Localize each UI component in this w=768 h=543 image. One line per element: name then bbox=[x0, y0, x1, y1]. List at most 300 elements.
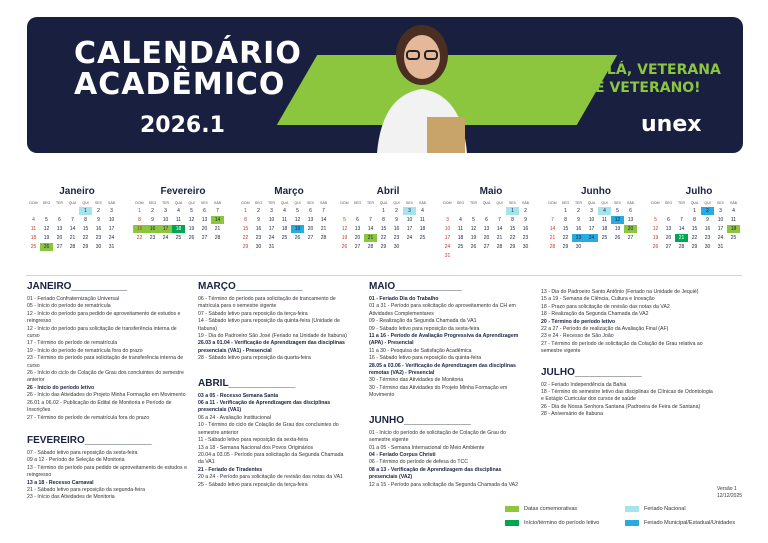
month-name: Abril bbox=[376, 186, 400, 197]
event-item: 23 - Término do período para solicitação de transferência interna de curso bbox=[27, 355, 184, 369]
version-info bbox=[717, 486, 742, 500]
day-cell: 14 bbox=[211, 216, 224, 224]
day-cell: 31 bbox=[108, 244, 115, 250]
day-cell: 12 bbox=[341, 226, 348, 232]
event-item: 09 - Realização da Segunda Chamada da VA1 bbox=[369, 318, 477, 325]
day-cell: 28 bbox=[549, 244, 556, 250]
day-cell: 25 bbox=[175, 235, 182, 241]
day-cell: 2 bbox=[577, 208, 580, 214]
event-item: 12 - Início do período para solicitação de transferência interna de curso bbox=[27, 325, 177, 340]
day-cell: 1 bbox=[693, 208, 696, 214]
legend-label-inicio: Início/término do período letivo bbox=[524, 520, 600, 526]
day-cell: 14 bbox=[69, 226, 76, 232]
day-cell: 9 bbox=[577, 217, 580, 223]
day-cell: 28 bbox=[367, 244, 374, 250]
weekday-header bbox=[338, 199, 438, 207]
april-list bbox=[198, 393, 350, 489]
weekday-label: QUA bbox=[174, 201, 183, 205]
unex-logo: unex bbox=[641, 112, 702, 137]
event-item: 26 - Início do período letivo bbox=[27, 384, 95, 391]
day-cell: 9 bbox=[706, 217, 709, 223]
empty-cell bbox=[66, 207, 79, 215]
day-cell: 17 bbox=[588, 226, 595, 232]
day-cell: 24 bbox=[406, 235, 413, 241]
legend-swatch-datas bbox=[505, 506, 519, 512]
january-heading: JANEIRO__________ bbox=[27, 281, 128, 292]
day-cell: 27 bbox=[665, 244, 672, 250]
month-calendar-1 bbox=[133, 185, 233, 243]
weekday-label: QUI bbox=[393, 201, 400, 205]
empty-cell bbox=[53, 207, 66, 215]
day-cell: 24 bbox=[268, 235, 275, 241]
day-cell: 8 bbox=[693, 217, 696, 223]
day-cell: 1 bbox=[138, 208, 141, 214]
legend-swatch-municipal bbox=[625, 520, 639, 526]
day-cell: 29 bbox=[562, 244, 569, 250]
event-item: 03 a 05 - Recesso Semana Santa bbox=[198, 392, 279, 399]
day-cell: 19 bbox=[291, 225, 304, 233]
day-cell: 12 bbox=[188, 217, 195, 223]
day-cell: 18 bbox=[419, 226, 426, 232]
weekday-label: SÁB bbox=[213, 201, 221, 205]
event-item: 30 - Término das Atividades de Monitoria bbox=[369, 377, 464, 384]
month-name: Janeiro bbox=[59, 186, 95, 197]
event-item: 16 - Sábado letivo para reposição da quinta-feira bbox=[369, 355, 482, 362]
day-cell: 8 bbox=[564, 217, 567, 223]
weekday-label: TER bbox=[575, 201, 582, 205]
day-cell: 22 bbox=[82, 235, 89, 241]
day-cell: 25 bbox=[457, 244, 464, 250]
weekday-label: QUI bbox=[704, 201, 711, 205]
day-cell: 10 bbox=[268, 217, 275, 223]
day-cell: 29 bbox=[82, 244, 89, 250]
day-cell: 9 bbox=[151, 217, 154, 223]
day-cell: 10 bbox=[108, 217, 115, 223]
day-cell: 23 bbox=[149, 235, 156, 241]
weekday-label: SÁB bbox=[626, 201, 634, 205]
day-cell: 4 bbox=[598, 207, 611, 215]
weekday-header bbox=[649, 199, 749, 207]
day-cell: 7 bbox=[216, 208, 219, 214]
day-cell: 20 bbox=[483, 235, 490, 241]
day-cell: 25 bbox=[419, 235, 426, 241]
legend-label-municipal: Feriado Municipal/Estadual/Unidades bbox=[644, 520, 736, 526]
day-cell: 17 bbox=[159, 225, 172, 233]
event-item: 02 - Feriado Independência da Bahia bbox=[541, 381, 627, 388]
march-heading: MARÇO____________ bbox=[198, 281, 303, 292]
april-heading: ABRIL____________ bbox=[198, 377, 296, 389]
weekday-label: SEX bbox=[613, 201, 621, 205]
day-cell: 18 bbox=[727, 225, 740, 233]
day-cell: 14 bbox=[678, 226, 685, 232]
event-item: 19 - Início do período de rematrícula fora do prazo bbox=[27, 347, 143, 354]
day-cell: 27 bbox=[483, 244, 490, 250]
empty-cell bbox=[467, 207, 480, 215]
day-cell: 12 bbox=[43, 226, 50, 232]
day-cell: 26 bbox=[188, 235, 195, 241]
day-cell: 2 bbox=[97, 208, 100, 214]
day-cell: 1 bbox=[564, 208, 567, 214]
day-cell: 25 bbox=[601, 235, 608, 241]
day-cell: 16 bbox=[255, 226, 262, 232]
day-cell: 27 bbox=[354, 244, 361, 250]
legend-swatch-nacional bbox=[625, 506, 639, 512]
weekday-label: SEG bbox=[456, 201, 465, 205]
weekday-header bbox=[546, 199, 646, 207]
weekday-label: TER bbox=[470, 201, 477, 205]
day-cell: 8 bbox=[244, 217, 247, 223]
empty-cell bbox=[351, 207, 364, 215]
day-cell: 8 bbox=[511, 217, 514, 223]
day-cell: 8 bbox=[382, 217, 385, 223]
day-cell: 6 bbox=[203, 208, 206, 214]
event-item: 25 - Sábado letivo para reposição da terça-feira bbox=[198, 481, 308, 488]
day-cell: 24 bbox=[585, 234, 598, 242]
weekday-label: SEG bbox=[664, 201, 673, 205]
day-cell: 9 bbox=[97, 217, 100, 223]
legend-label-nacional: Feriado Nacional bbox=[644, 506, 686, 512]
weekday-label: QUI bbox=[496, 201, 503, 205]
weekday-label: QUI bbox=[82, 201, 89, 205]
month-name: Maio bbox=[479, 186, 503, 197]
day-cell: 21 bbox=[496, 235, 503, 241]
event-item: 10 - Término do ciclo de Colação de Grau dos concluintes do semestre anterior bbox=[198, 422, 339, 436]
weekday-label: SÁB bbox=[107, 201, 115, 205]
day-cell: 22 bbox=[242, 235, 249, 241]
july-list bbox=[541, 382, 713, 419]
day-cell: 5 bbox=[343, 217, 346, 223]
day-cell: 23 bbox=[704, 235, 711, 241]
event-item: 26.01 a 06.02 - Publicação do Edital de Monitoria e Período de Inscrições bbox=[27, 399, 172, 414]
column-4 bbox=[541, 289, 713, 419]
weekday-label: SEX bbox=[94, 201, 102, 205]
day-cell: 28 bbox=[496, 244, 503, 250]
day-cell: 13 bbox=[201, 217, 208, 223]
day-cell: 31 bbox=[717, 244, 724, 250]
day-cell: 30 bbox=[575, 244, 582, 250]
empty-cell bbox=[27, 207, 40, 215]
weekday-label: TER bbox=[56, 201, 63, 205]
event-item: 20.04 a 03.05 - Período para solicitação da Segunda Chamada da VA1 bbox=[198, 451, 344, 466]
weekday-header bbox=[441, 199, 541, 207]
event-item: 28.05 a 03.06 - Verificação de Aprendizagem das disciplinas remotas (VA2) - Presencial bbox=[369, 362, 516, 377]
day-cell: 11 bbox=[175, 217, 182, 223]
weekday-label: QUA bbox=[482, 201, 491, 205]
day-cell: 16 bbox=[704, 226, 711, 232]
day-cell: 24 bbox=[717, 235, 724, 241]
month-calendar-3 bbox=[338, 185, 438, 252]
weekday-header bbox=[239, 199, 339, 207]
day-cell: 26 bbox=[341, 244, 348, 250]
day-cell: 30 bbox=[95, 244, 102, 250]
day-cell: 14 bbox=[549, 226, 556, 232]
legend-nacional bbox=[625, 504, 686, 514]
month-calendar-4 bbox=[441, 185, 541, 261]
day-grid bbox=[546, 207, 646, 252]
event-item: 09 a 12 - Período de Seleção de Monitoria bbox=[27, 457, 125, 464]
day-cell: 4 bbox=[283, 208, 286, 214]
student-photo bbox=[357, 17, 487, 153]
weekday-label: SEX bbox=[306, 201, 314, 205]
weekday-label: TER bbox=[162, 201, 169, 205]
day-cell: 1 bbox=[79, 207, 92, 215]
month-calendar-0 bbox=[27, 185, 127, 252]
day-cell: 15 bbox=[242, 226, 249, 232]
event-item: 07 - Sábado letivo para reposição da terça-feira bbox=[198, 310, 308, 317]
day-cell: 19 bbox=[43, 235, 50, 241]
day-cell: 2 bbox=[151, 208, 154, 214]
event-item: 23 e 24 - Recesso de São João bbox=[541, 333, 614, 340]
day-cell: 13 bbox=[56, 226, 63, 232]
day-cell: 13 bbox=[665, 226, 672, 232]
day-cell: 4 bbox=[459, 217, 462, 223]
event-item: 01 - Feriado Confraternização Universal bbox=[27, 296, 119, 302]
day-cell: 7 bbox=[498, 217, 501, 223]
weekday-label: TER bbox=[367, 201, 374, 205]
day-cell: 15 bbox=[82, 226, 89, 232]
day-cell: 19 bbox=[341, 235, 348, 241]
day-cell: 8 bbox=[138, 217, 141, 223]
month-name: Julho bbox=[685, 186, 713, 197]
day-cell: 7 bbox=[551, 217, 554, 223]
day-cell: 4 bbox=[32, 217, 35, 223]
weekday-label: SEG bbox=[353, 201, 362, 205]
day-grid bbox=[27, 207, 127, 252]
event-item: 01 - Feriado Dia do Trabalho bbox=[369, 296, 439, 302]
event-item: 21 - Sábado letivo para reposição da segunda-feira bbox=[27, 486, 145, 493]
weekday-label: DOM bbox=[340, 201, 349, 205]
event-item: 08 a 13 - Verificação de Aprendizagem das disciplinas presenciais (VA2) bbox=[369, 466, 502, 481]
day-cell: 19 bbox=[188, 226, 195, 232]
day-cell: 16 bbox=[146, 225, 159, 233]
july-heading: JULHO____________ bbox=[541, 366, 642, 378]
event-item: 28 - Aniversário de Itabuna bbox=[541, 411, 604, 418]
day-cell: 10 bbox=[588, 217, 595, 223]
day-cell: 20 bbox=[201, 226, 208, 232]
month-calendar-6 bbox=[649, 185, 749, 252]
day-cell: 4 bbox=[732, 208, 735, 214]
column-1 bbox=[27, 280, 187, 502]
day-cell: 2 bbox=[257, 208, 260, 214]
legend-municipal bbox=[625, 518, 735, 528]
day-cell: 11 bbox=[730, 217, 737, 223]
day-cell: 22 bbox=[562, 235, 569, 241]
day-cell: 13 bbox=[627, 217, 634, 223]
weekday-label: SEX bbox=[405, 201, 413, 205]
day-cell: 29 bbox=[380, 244, 387, 250]
weekday-header bbox=[133, 199, 233, 207]
day-cell: 30 bbox=[255, 244, 262, 250]
may-list bbox=[369, 296, 521, 400]
weekday-label: DOM bbox=[443, 201, 452, 205]
event-item: 20 - Término do período letivo bbox=[541, 318, 616, 325]
day-cell: 30 bbox=[393, 244, 400, 250]
day-cell: 15 bbox=[562, 226, 569, 232]
day-cell: 1 bbox=[244, 208, 247, 214]
day-cell: 26 bbox=[40, 243, 53, 251]
day-cell: 22 bbox=[691, 235, 698, 241]
day-cell: 20 bbox=[56, 235, 63, 241]
empty-cell bbox=[40, 207, 53, 215]
day-cell: 15 bbox=[691, 226, 698, 232]
day-cell: 24 bbox=[162, 235, 169, 241]
day-cell: 16 bbox=[522, 226, 529, 232]
event-item: 26 - Início do ciclo de Colação de Grau dos concluintes do semestre anterior bbox=[27, 370, 184, 384]
day-cell: 11 bbox=[457, 226, 464, 232]
may-heading: MAIO____________ bbox=[369, 281, 462, 292]
event-item: 01 - Início do período de solicitação de Colação de Grau do semestre vigente bbox=[369, 429, 506, 444]
day-cell: 23 bbox=[255, 235, 262, 241]
day-cell: 19 bbox=[652, 235, 659, 241]
day-cell: 9 bbox=[395, 217, 398, 223]
event-item: 20 a 24 - Período para solicitação de revisão das notas da VA1 bbox=[198, 474, 343, 481]
weekday-label: SÁB bbox=[319, 201, 327, 205]
weekday-label: QUA bbox=[280, 201, 289, 205]
empty-cell bbox=[454, 207, 467, 215]
day-cell: 4 bbox=[177, 208, 180, 214]
event-item: 11 a 30 - Pesquisa de Satisfação Acadêmica bbox=[369, 347, 472, 354]
day-cell: 19 bbox=[470, 235, 477, 241]
day-cell: 21 bbox=[69, 235, 76, 241]
day-cell: 14 bbox=[496, 226, 503, 232]
legend-label-datas: Datas comemorativas bbox=[524, 506, 578, 512]
weekday-label: QUI bbox=[294, 201, 301, 205]
day-cell: 15 bbox=[380, 226, 387, 232]
day-cell: 23 bbox=[393, 235, 400, 241]
day-cell: 13 bbox=[354, 226, 361, 232]
weekday-label: SÁB bbox=[729, 201, 737, 205]
event-item: 06 a 24 - Avaliação Institucional bbox=[198, 414, 271, 421]
month-name: Março bbox=[274, 186, 304, 197]
event-item: 27 - Término do período de solicitação da Colação de Grau relativa ao semestre vigente bbox=[541, 340, 703, 355]
day-cell: 9 bbox=[257, 217, 260, 223]
day-cell: 21 bbox=[364, 234, 377, 242]
weekday-label: QUA bbox=[690, 201, 699, 205]
day-cell: 25 bbox=[30, 244, 37, 250]
event-item: 18 - Prazo para solicitação de revisão das notas da VA2 bbox=[541, 303, 670, 310]
event-item: 11 a 16 - Período de Avaliação Progressiva da Aprendizagem (APA) - Presencial bbox=[369, 333, 519, 347]
event-item: 17 - Término do período de rematrícula bbox=[27, 340, 118, 347]
column-2 bbox=[198, 280, 350, 489]
weekday-label: QUA bbox=[379, 201, 388, 205]
weekday-label: DOM bbox=[29, 201, 38, 205]
day-cell: 17 bbox=[108, 226, 115, 232]
weekday-label: DOM bbox=[651, 201, 660, 205]
january-list bbox=[27, 296, 187, 422]
weekday-label: QUA bbox=[587, 201, 596, 205]
june-list bbox=[369, 430, 521, 489]
june-heading: JUNHO____________ bbox=[369, 414, 471, 426]
day-cell: 20 bbox=[307, 226, 314, 232]
weekday-label: SÁB bbox=[418, 201, 426, 205]
february-list bbox=[27, 450, 187, 502]
day-cell: 2 bbox=[524, 208, 527, 214]
weekday-label: SEX bbox=[508, 201, 516, 205]
day-cell: 6 bbox=[58, 217, 61, 223]
day-cell: 15 bbox=[133, 225, 146, 233]
legend-swatch-inicio bbox=[505, 520, 519, 526]
event-item: 13 - Término do período para pedido de aproveitamento de estudos e reingresso bbox=[27, 464, 187, 479]
legend-datas bbox=[505, 504, 577, 514]
day-cell: 25 bbox=[281, 235, 288, 241]
weekday-label: QUI bbox=[188, 201, 195, 205]
day-cell: 28 bbox=[320, 235, 327, 241]
event-item: 26 - Início das Atividades do Projeto Minha Formação em Movimento bbox=[27, 392, 186, 399]
event-item: 13 - Dia do Padroeiro Santo Antônio (Feriado na Unidade de Jequié) bbox=[541, 289, 699, 295]
slogan-line-1: OLÁ, VETERANA bbox=[595, 62, 721, 78]
day-cell: 18 bbox=[172, 225, 185, 233]
weekday-label: QUA bbox=[68, 201, 77, 205]
day-cell: 16 bbox=[95, 226, 102, 232]
day-cell: 5 bbox=[616, 208, 619, 214]
event-item: 06 - Término do período de defesa do TCC bbox=[369, 459, 469, 466]
day-cell: 11 bbox=[30, 226, 37, 232]
day-cell: 10 bbox=[162, 217, 169, 223]
title-line-2: ACADÊMICO bbox=[74, 67, 286, 102]
event-item: 11 - Sábado letivo para reposição da sexta-feira bbox=[198, 437, 309, 444]
slogan-line-2: E VETERANO! bbox=[595, 80, 701, 96]
day-cell: 5 bbox=[654, 217, 657, 223]
event-item: 04 - Feriado Corpus Christi bbox=[369, 451, 436, 458]
day-cell: 6 bbox=[667, 217, 670, 223]
day-cell: 7 bbox=[680, 217, 683, 223]
day-cell: 11 bbox=[601, 217, 608, 223]
day-grid bbox=[441, 207, 541, 261]
day-cell: 5 bbox=[190, 208, 193, 214]
day-cell: 15 bbox=[509, 226, 516, 232]
day-cell: 3 bbox=[403, 207, 416, 215]
day-cell: 26 bbox=[294, 235, 301, 241]
day-cell: 12 bbox=[652, 226, 659, 232]
day-cell: 31 bbox=[268, 244, 275, 250]
march-list bbox=[198, 296, 350, 363]
weekday-label: SEX bbox=[200, 201, 208, 205]
day-cell: 8 bbox=[84, 217, 87, 223]
day-cell: 21 bbox=[549, 235, 556, 241]
day-cell: 28 bbox=[69, 244, 76, 250]
event-item: 26.03 a 01.04 - Verificação de Aprendizagem das disciplinas presenciais (VA1) - Presencial bbox=[198, 340, 345, 354]
event-item: 05 - Início do período de rematrícula bbox=[27, 303, 111, 310]
day-cell: 21 bbox=[320, 226, 327, 232]
empty-cell bbox=[662, 207, 675, 215]
day-cell: 10 bbox=[406, 217, 413, 223]
event-item: 01 a 31 - Período para solicitação do aproveitamento da CH em Atividades Complementares bbox=[369, 303, 516, 317]
event-item: 18 - Realização da Segunda Chamada da VA2 bbox=[541, 311, 649, 318]
day-cell: 6 bbox=[356, 217, 359, 223]
june-list-continued bbox=[541, 289, 713, 356]
day-grid bbox=[649, 207, 749, 252]
day-grid bbox=[133, 207, 233, 243]
legend-inicio bbox=[505, 518, 599, 528]
weekday-label: SEX bbox=[716, 201, 724, 205]
event-item: 13 a 18 - Semana Nacional dos Povos Originários bbox=[198, 444, 314, 451]
empty-cell bbox=[441, 207, 454, 215]
column-3 bbox=[369, 280, 521, 489]
day-cell: 17 bbox=[268, 226, 275, 232]
weekday-label: SÁB bbox=[521, 201, 529, 205]
weekday-label: QUI bbox=[601, 201, 608, 205]
weekday-header bbox=[27, 199, 127, 207]
empty-cell bbox=[493, 207, 506, 215]
event-item: 12 - Início do período para pedido de aproveitamento de estudos e reingresso bbox=[27, 310, 181, 325]
day-cell: 10 bbox=[717, 217, 724, 223]
day-cell: 18 bbox=[601, 226, 608, 232]
event-item: 26 - Dia de Nossa Senhora Santana (Padroeira de Feira de Santana) bbox=[541, 403, 701, 410]
day-cell: 11 bbox=[419, 217, 426, 223]
day-cell: 16 bbox=[393, 226, 400, 232]
event-item: 13 a 18 - Recesso Carnaval bbox=[27, 479, 94, 486]
event-item: 23 - Início das Atividades de Monitoria bbox=[27, 494, 115, 501]
